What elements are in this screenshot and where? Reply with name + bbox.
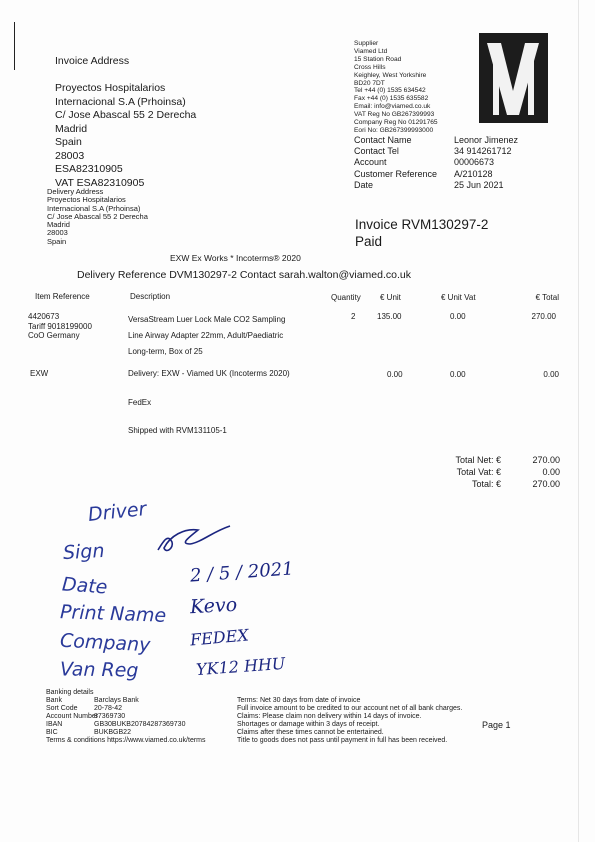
contact-row [354,135,554,146]
supplier-line: Fax +44 (0) 1535 635582 [354,95,429,103]
invoice-address-line: Internacional S.A (Prhoinsa) [55,95,186,108]
delivery-address-line: Delivery Address [47,187,104,196]
totals [420,455,560,491]
contact-label: Contact Name [354,135,412,145]
supplier-line: 15 Station Road [354,55,402,63]
row2-desc: Delivery: EXW - Viamed UK (Incoterms 2020) [128,369,290,378]
terms-line: Claims: Please claim non delivery within 14 days of invoice. [237,713,422,720]
banking-label: Bank [46,697,62,704]
invoice-address-line: ESA82310905 [55,163,123,175]
invoice-address-heading: Invoice Address [55,55,130,67]
contact-label: Date [354,179,374,190]
banking-value: Barclays Bank [94,697,139,704]
contact-label: Customer Reference [354,168,438,179]
total-value: 0.00 [542,467,560,477]
contact-value: 25 Jun 2021 [454,179,504,190]
supplier-block [354,40,438,135]
col-header-vat: € Unit Vat [441,293,476,302]
banking-row [46,697,196,705]
page-number: Page 1 [482,720,511,730]
contact-label: Contact Tel [354,146,399,157]
banking-label: IBAN [46,721,63,728]
banking-row [46,713,196,721]
row1-desc-line: VersaStream Luer Lock Male CO2 Sampling [128,315,286,324]
row1-desc-line: Line Airway Adapter 22mm, Adult/Paediatric [128,331,284,340]
hw-driver: Driver [87,498,148,526]
hw-print-name-value: Kevo [189,593,238,619]
total-value: 270.00 [532,455,560,465]
invoice-address-lines [55,82,196,190]
contact-row [354,169,554,180]
invoice-address-line: Spain [55,136,82,148]
terms-line: Shortages or damage within 3 days of receipt. [237,721,380,728]
signature-mark [154,520,234,560]
contact-label: Account [354,157,387,168]
banking-label: Sort Code [46,705,78,712]
invoice-number: Invoice RVM130297-2 [355,217,489,232]
contact-row [354,157,554,168]
row2-total: 0.00 [543,370,559,379]
hw-date-value: 2 / 5 / 2021 [189,558,295,587]
terms-link[interactable]: Terms & conditions https://www.viamed.co.uk/terms [46,737,206,744]
scan-edge [578,0,579,842]
total-row [420,479,560,491]
delivery-address-line: Proyectos Hospitalarios [47,195,126,205]
shipped-note: Shipped with RVM131105-1 [128,426,227,435]
total-row [420,467,560,479]
delivery-address-line: C/ Jose Abascal 55 2 Derecha [47,211,148,221]
payment-status: Paid [355,234,383,249]
col-header-qty: Quantity [331,293,361,302]
contact-table [354,135,554,191]
banking-table [46,697,196,737]
row1-item-line: 4420673 [28,312,60,321]
banking-value: 20-78-42 [94,705,123,712]
hw-company-value: FEDEX [189,625,250,650]
supplier-line: Email: info@viamed.co.uk [354,103,431,111]
banking-label: BIC [46,729,58,736]
row2-vat: 0.00 [450,370,466,379]
banking-value: GB30BUKB20784287369730 [94,721,186,728]
invoice-address-line: C/ Jose Abascal 55 2 Derecha [55,109,197,121]
col-header-item: Item Reference [35,292,90,301]
contact-value: 00006673 [454,157,495,168]
hw-print-name-label: Print Name [59,601,167,627]
delivery-address [47,188,148,246]
row2-unit: 0.00 [387,370,403,379]
total-label: Total: € [471,479,501,489]
delivery-address-line: 28003 [47,228,68,238]
invoice-address-line: Madrid [55,122,88,135]
contact-row [354,180,554,191]
row1-item-line: CoO Germany [28,331,80,340]
total-label: Total Vat: € [456,467,501,477]
supplier-line: Supplier [354,40,379,47]
banking-label: Account Number [46,713,99,720]
row1-item [28,312,92,341]
supplier-line: Company Reg No 01291765 [354,119,438,127]
col-header-total: € Total [535,293,559,302]
delivery-address-line: Madrid [47,220,70,230]
banking-value: BUKBGB22 [94,729,131,736]
banking-heading: Banking details [46,689,94,696]
row1-unit: 135.00 [377,312,402,321]
delivery-address-line: Spain [47,236,67,246]
terms-line: Terms: Net 30 days from date of invoice [237,697,361,704]
delivery-address-line: Internacional S.A (Prhoinsa) [47,203,141,213]
banking-row [46,729,196,737]
invoice-address-line: VAT ESA82310905 [55,176,145,189]
contact-value: Leonor Jimenez [454,135,519,145]
banking-value: 87369730 [94,713,126,720]
terms-line: Title to goods does not pass until payment in full has been received. [237,737,448,744]
terms-block [237,697,462,745]
terms-line: Full invoice amount to be credited to our account net of all bank charges. [237,705,463,712]
margin-line [14,22,15,70]
contact-value: A/210128 [454,168,493,179]
supplier-line: VAT Reg No GB267399993 [354,111,435,119]
supplier-line: Tel +44 (0) 1535 634542 [354,87,426,95]
supplier-line: BD20 7DT [354,79,385,87]
carrier-note: FedEx [128,398,152,407]
invoice-address-line: Proyectos Hospitalarios [55,82,166,94]
row1-vat: 0.00 [450,312,466,321]
total-label: Total Net: € [455,455,501,465]
hw-van-reg-label: Van Reg [59,658,139,682]
supplier-line: Eori No: GB267399993000 [354,126,434,134]
hw-van-reg-value: YK12 HHU [195,653,286,680]
col-header-unit: € Unit [380,293,401,302]
viamed-logo-mark [479,33,548,123]
incoterms: EXW Ex Works * Incoterms® 2020 [170,253,301,263]
row1-item-line: Tariff 9018199000 [28,321,92,331]
delivery-reference: Delivery Reference DVM130297-2 Contact sarah.walton@viamed.co.uk [77,269,411,281]
row1-desc [128,312,285,360]
contact-value: 34 914261712 [454,146,512,157]
contact-row [354,146,554,157]
invoice-address-line: 28003 [55,149,85,162]
hw-date-label: Date [61,573,109,599]
banking-row [46,705,196,713]
col-header-desc: Description [130,292,171,301]
row1-qty: 2 [351,312,356,321]
total-value: 270.00 [532,479,560,489]
hw-sign-label: Sign [62,539,106,565]
supplier-line: Keighley, West Yorkshire [354,71,427,79]
row1-desc-line: Long-term, Box of 25 [128,347,203,356]
viamed-logo [479,33,548,123]
supplier-line: Viamed Ltd [354,47,388,55]
row2-item: EXW [30,369,49,378]
supplier-line: Cross Hills [354,63,386,71]
total-row [420,455,560,467]
row1-total: 270.00 [531,312,556,321]
banking-row [46,721,196,729]
hw-company-label: Company [59,629,151,657]
terms-line: Claims after these times cannot be entertained. [237,729,384,736]
